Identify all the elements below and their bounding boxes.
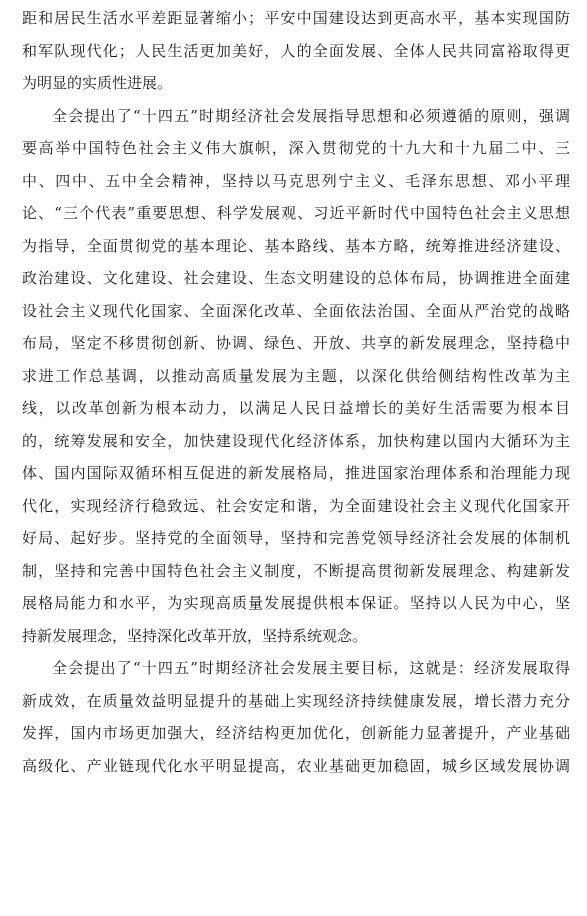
text-line: 中、四中、五中全会精神，坚持以马克思列宁主义、毛泽东思想、邓小平理 <box>22 171 570 190</box>
text-line: 代化，实现经济行稳致远、社会安定和谐，为全面建设社会主义现代化国家开 <box>22 496 570 515</box>
text-line: 制，坚持和完善中国特色社会主义制度，不断提高贯彻新发展理念、构建新发 <box>22 561 570 580</box>
text-line: 新成效，在质量效益明显提升的基础上实现经济持续健康发展，增长潜力充分 <box>22 691 570 710</box>
text-line: 体、国内国际双循环相互促进的新发展格局，推进国家治理体系和治理能力现 <box>22 464 570 482</box>
text-line: 好局、起好步。坚持党的全面领导，坚持和完善党领导经济社会发展的体制机 <box>22 529 570 547</box>
text-line: 线，以改革创新为根本动力，以满足人民日益增长的美好生活需要为根本目 <box>22 399 570 417</box>
text-line: 要高举中国特色社会主义伟大旗帜，深入贯彻党的十九大和十九届二中、三 <box>22 139 570 157</box>
text-line: 全会提出了“十四五”时期经济社会发展主要目标，这就是：经济发展取得 <box>52 659 570 677</box>
text-line: 展格局能力和水平，为实现高质量发展提供根本保证。坚持以人民为中心，坚 <box>22 594 570 612</box>
text-line: 距和居民生活水平差距显著缩小；平安中国建设达到更高水平，基本实现国防 <box>22 9 570 27</box>
text-line: 发挥，国内市场更加强大，经济结构更加优化，创新能力显著提升，产业基础 <box>22 724 570 742</box>
text-line: 求进工作总基调，以推动高质量发展为主题，以深化供给侧结构性改革为主 <box>22 366 570 385</box>
text-line: 设社会主义现代化国家、全面深化改革、全面依法治国、全面从严治党的战略 <box>22 301 570 320</box>
text-line: 为指导，全面贯彻党的基本理论、基本路线、基本方略，统筹推进经济建设、 <box>22 236 570 255</box>
text-line: 高级化、产业链现代化水平明显提高，农业基础更加稳固，城乡区域发展协调 <box>22 756 570 775</box>
text-line: 持新发展理念，坚持深化改革开放，坚持系统观念。 <box>22 626 368 645</box>
text-line: 和军队现代化；人民生活更加美好，人的全面发展、全体人民共同富裕取得更 <box>22 41 570 60</box>
text-line: 政治建设、文化建设、社会建设、生态文明建设的总体布局，协调推进全面建 <box>22 269 570 287</box>
text-line: 全会提出了“十四五”时期经济社会发展指导思想和必须遵循的原则，强调 <box>52 106 570 125</box>
text-line: 的，统筹发展和安全，加快建设现代化经济体系，加快构建以国内大循环为主 <box>22 431 570 450</box>
text-line: 布局，坚定不移贯彻创新、协调、绿色、开放、共享的新发展理念，坚持稳中 <box>22 334 570 352</box>
text-line: 论、“三个代表”重要思想、科学发展观、习近平新时代中国特色社会主义思想 <box>22 204 570 222</box>
document-page <box>22 0 570 782</box>
text-line: 为明显的实质性进展。 <box>22 74 173 92</box>
